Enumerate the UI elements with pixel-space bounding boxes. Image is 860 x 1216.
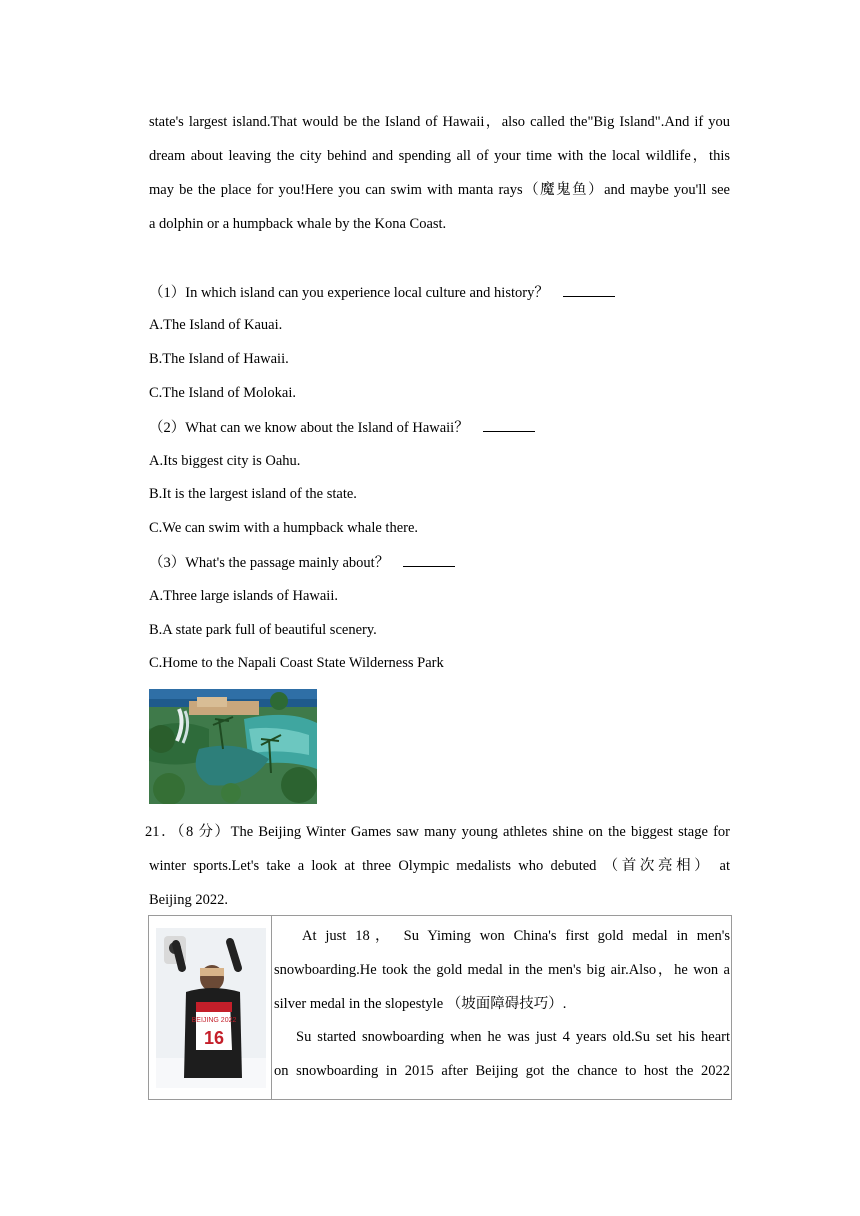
q21-line-3: Beijing 2022. <box>149 892 228 908</box>
cell-line-3: silver medal in the slopestyle （坡面障碍技巧）. <box>274 996 567 1012</box>
question-1 <box>149 282 615 303</box>
q1-option-a: A.The Island of Kauai. <box>149 317 283 333</box>
athlete-table <box>148 915 732 1100</box>
cell-line-4: Su started snowboarding when he was just 4 years old.Su set his heart <box>296 1029 730 1045</box>
table-divider <box>271 916 272 1099</box>
question-3-stem: （3）What's the passage mainly about？ <box>149 555 390 571</box>
cell-line-1: At just 18， Su Yiming won China's first gold medal in men's <box>302 928 730 944</box>
q3-option-b: B.A state park full of beautiful scenery. <box>149 622 377 638</box>
cell-line-5: on snowboarding in 2015 after Beijing got the chance to host the 2022 <box>274 1063 730 1079</box>
q3-option-a: A.Three large islands of Hawaii. <box>149 588 338 604</box>
answer-blank-3[interactable] <box>403 552 455 567</box>
q2-option-c: C.We can swim with a humpback whale there. <box>149 520 419 536</box>
q1-option-c: C.The Island of Molokai. <box>149 385 296 401</box>
cell-line-2: snowboarding.He took the gold medal in the men's big air.Also，he won a <box>274 962 730 978</box>
question-2-stem: （2）What can we know about the Island of Hawaii？ <box>149 420 469 436</box>
passage-line-2: dream about leaving the city behind and spending all of your time with the local wildlife，this <box>149 148 730 164</box>
q1-option-b: B.The Island of Hawaii. <box>149 351 289 367</box>
passage-line-4: a dolphin or a humpback whale by the Kona Coast. <box>149 216 447 232</box>
q2-option-a: A.Its biggest city is Oahu. <box>149 453 301 469</box>
hawaii-resort-photo <box>149 689 317 804</box>
passage-line-3: may be the place for you!Here you can swim with manta rays（魔鬼鱼）and maybe you'll see <box>149 182 730 198</box>
question-1-stem: （1）In which island can you experience local culture and history？ <box>149 285 549 301</box>
q21-line-2: winter sports.Let's take a look at three Olympic medalists who debuted （首次亮相） at <box>149 858 730 874</box>
q3-option-c: C.Home to the Napali Coast State Wilderness Park <box>149 655 444 671</box>
bib-number: 16 <box>203 1028 225 1048</box>
q2-option-b: B.It is the largest island of the state. <box>149 486 357 502</box>
bib-banner: BEIJING 2022 <box>191 1017 237 1024</box>
answer-blank-1[interactable] <box>563 282 615 297</box>
q21-line-1: 21．（8 分）The Beijing Winter Games saw many young athletes shine on the biggest stage for <box>145 824 730 840</box>
passage-line-1: state's largest island.That would be the Island of Hawaii，also called the"Big Island".And if you <box>149 114 730 130</box>
su-yiming-photo <box>156 928 266 1088</box>
question-3 <box>149 552 455 573</box>
answer-blank-2[interactable] <box>483 417 535 432</box>
question-2 <box>149 417 535 438</box>
